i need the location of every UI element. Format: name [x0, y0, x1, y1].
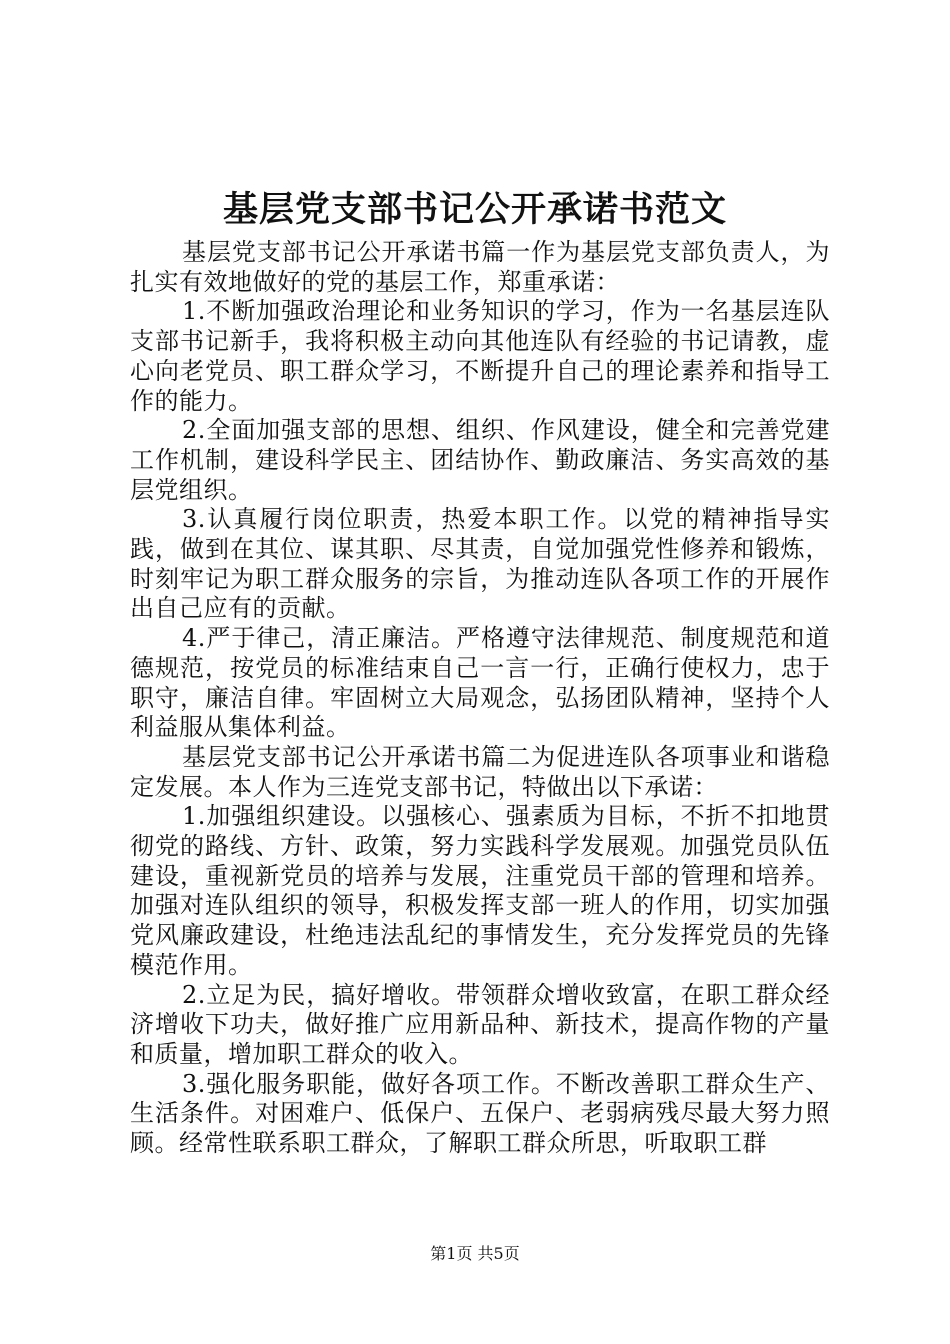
- paragraph-item-5: 1.加强组织建设。以强核心、强素质为目标，不折不扣地贯彻党的路线、方针、政策，努力实践科学发展观。加强党员队伍建设，重视新党员的培养与发展，注重党员干部的管理和培养。加强对连队组织的领导，积极发挥支部一班人的作用，切实加强党风廉政建设，杜绝违法乱纪的事情发生，充分发挥党员的先锋模范作用。: [130, 802, 830, 979]
- paragraph-item-3: 3.认真履行岗位职责，热爱本职工作。以党的精神指导实践，做到在其位、谋其职、尽其责，自觉加强党性修养和锻炼，时刻牢记为职工群众服务的宗旨，为推动连队各项工作的开展作出自己应有的贡献。: [130, 505, 830, 623]
- paragraph-intro-1: 基层党支部书记公开承诺书篇一作为基层党支部负责人，为扎实有效地做好的党的基层工作，郑重承诺：: [130, 238, 830, 296]
- paragraph-item-6: 2.立足为民，搞好增收。带领群众增收致富，在职工群众经济增收下功夫，做好推广应用新品种、新技术，提高作物的产量和质量，增加职工群众的收入。: [130, 980, 830, 1068]
- paragraph-item-7: 3.强化服务职能，做好各项工作。不断改善职工群众生产、生活条件。对困难户、低保户、五保户、老弱病残尽最大努力照顾。经常性联系职工群众，了解职工群众所思，听取职工群: [130, 1069, 830, 1158]
- paragraph-item-2: 2.全面加强支部的思想、组织、作风建设，健全和完善党建工作机制，建设科学民主、团结协作、勤政廉洁、务实高效的基层党组织。: [130, 416, 830, 504]
- document-title: 基层党支部书记公开承诺书范文: [222, 189, 727, 230]
- page-footer: 第1页 共5页: [430, 1244, 520, 1263]
- document-body: [130, 238, 830, 1159]
- paragraph-item-4: 4.严于律己，清正廉洁。严格遵守法律规范、制度规范和道德规范，按党员的标准结束自己一言一行，正确行使权力，忠于职守，廉洁自律。牢固树立大局观念，弘扬团队精神，坚持个人利益服从集体利益。: [130, 624, 830, 742]
- paragraph-item-1: 1.不断加强政治理论和业务知识的学习，作为一名基层连队支部书记新手，我将积极主动向其他连队有经验的书记请教，虚心向老党员、职工群众学习，不断提升自己的理论素养和指导工作的能力。: [130, 297, 830, 415]
- paragraph-intro-2: 基层党支部书记公开承诺书篇二为促进连队各项事业和谐稳定发展。本人作为三连党支部书记，特做出以下承诺：: [130, 742, 830, 801]
